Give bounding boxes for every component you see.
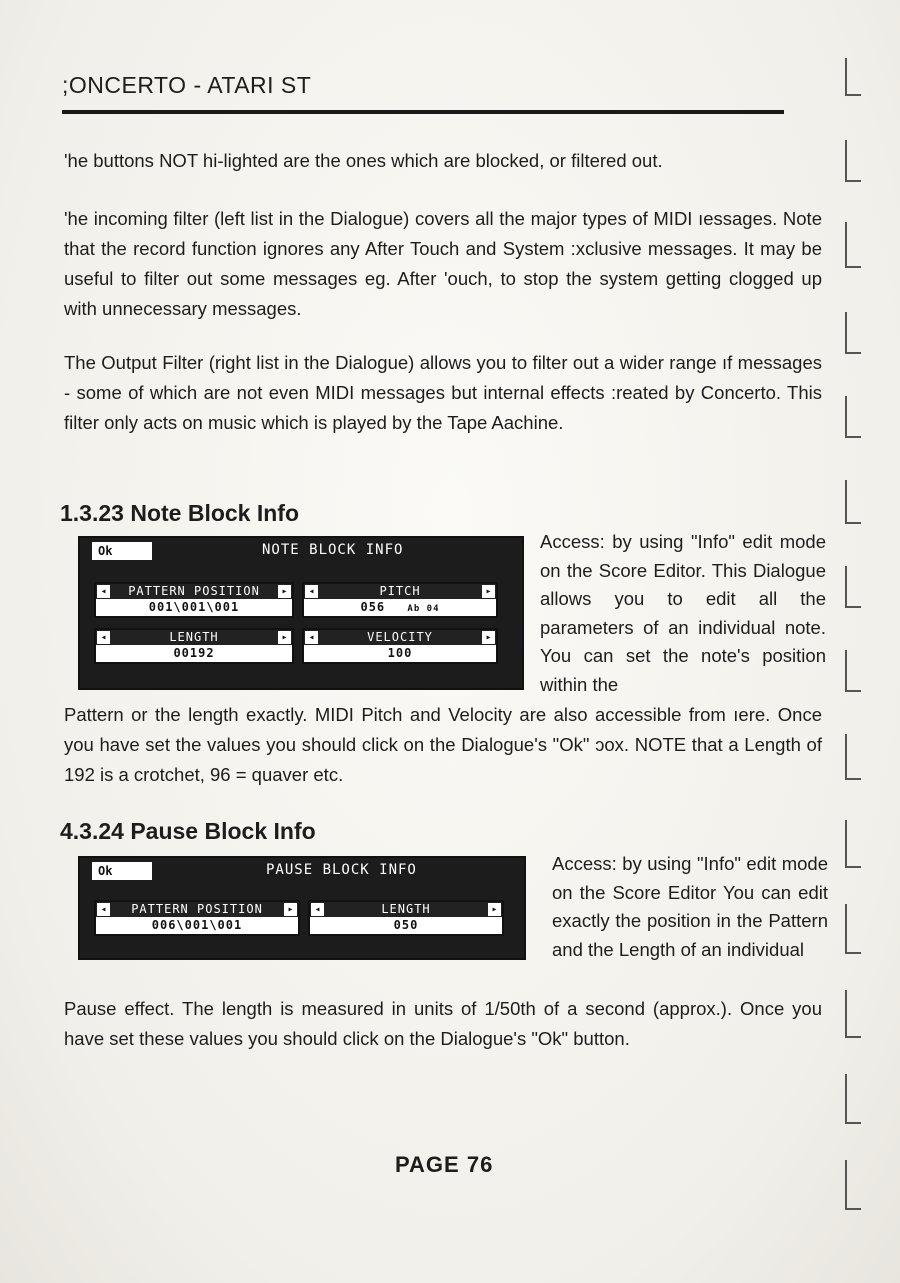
margin-mark: [845, 904, 861, 954]
field-label: PITCH: [304, 584, 496, 599]
field-label: LENGTH: [96, 630, 292, 645]
decrement-arrow-icon[interactable]: ◂: [97, 903, 110, 916]
margin-mark: [845, 396, 861, 438]
increment-arrow-icon[interactable]: ▸: [284, 903, 297, 916]
length-value[interactable]: 050: [393, 918, 419, 932]
margin-mark: [845, 140, 861, 182]
pitch-note-name: Ab 04: [407, 604, 440, 614]
note-block-dialog: [78, 536, 524, 690]
dialog-titlebar: [80, 538, 522, 564]
ok-button[interactable]: Ok: [92, 542, 152, 560]
pause-block-heading: 4.3.24 Pause Block Info: [60, 818, 316, 844]
increment-arrow-icon[interactable]: ▸: [482, 631, 495, 644]
margin-mark: [845, 480, 861, 524]
margin-mark: [845, 222, 861, 268]
paragraph-buttons: 'he buttons NOT hi-lighted are the ones which are blocked, or filtered out.: [64, 150, 663, 171]
dialog-title: PAUSE BLOCK INFO: [266, 862, 417, 878]
note-block-heading: 1.3.23 Note Block Info: [60, 500, 300, 526]
velocity-field: [302, 628, 498, 664]
paragraph-output-filter: The Output Filter (right list in the Dialogue) allows you to filter out a wider range ıf messages - some of which are not even MIDI messages but internal effects :reated by Concerto. This filter only acts on music which is played by the Tape Aachine.: [64, 352, 822, 433]
margin-mark: [845, 58, 861, 96]
decrement-arrow-icon[interactable]: ◂: [97, 585, 110, 598]
margin-mark: [845, 566, 861, 608]
decrement-arrow-icon[interactable]: ◂: [311, 903, 324, 916]
increment-arrow-icon[interactable]: ▸: [278, 585, 291, 598]
margin-mark: [845, 312, 861, 354]
pattern-position-field: [94, 582, 294, 618]
increment-arrow-icon[interactable]: ▸: [488, 903, 501, 916]
margin-mark: [845, 820, 861, 868]
field-label: PATTERN POSITION: [96, 584, 292, 599]
field-label: LENGTH: [310, 902, 502, 917]
margin-mark: [845, 734, 861, 780]
pause-block-continuation: Pause effect. The length is measured in units of 1/50th of a second (approx.). Once you have set these values you should click on the Dialogue's "Ok" button.: [64, 998, 822, 1049]
velocity-value[interactable]: 100: [387, 646, 413, 660]
pause-block-dialog: [78, 856, 526, 960]
decrement-arrow-icon[interactable]: ◂: [305, 631, 318, 644]
length-field: [308, 900, 504, 936]
dialog-title: NOTE BLOCK INFO: [262, 542, 404, 558]
paragraph-incoming-filter: 'he incoming filter (left list in the Dialogue) covers all the major types of MIDI ıessages. Note that the record function ignores any After Touch and System :xclusive messages. It may be useful to filter out some messages eg. After 'ouch, to stop the system getting clogged up with unnecessary messages.: [64, 208, 822, 319]
length-value[interactable]: 00192: [173, 646, 215, 660]
field-label: VELOCITY: [304, 630, 496, 645]
pattern-position-value[interactable]: 006\001\001: [151, 918, 243, 932]
decrement-arrow-icon[interactable]: ◂: [97, 631, 110, 644]
pitch-value: 056: [360, 600, 386, 614]
header-title: ;ONCERTO - ATARI ST: [62, 72, 312, 98]
increment-arrow-icon[interactable]: ▸: [278, 631, 291, 644]
field-label: PATTERN POSITION: [96, 902, 298, 917]
ok-button[interactable]: Ok: [92, 862, 152, 880]
margin-mark: [845, 650, 861, 692]
margin-mark: [845, 1160, 861, 1210]
pause-block-access-text: Access: by using "Info" edit mode on the Score Editor You can edit exactly the position in the Pattern and the Length of an individual: [552, 853, 828, 960]
decrement-arrow-icon[interactable]: ◂: [305, 585, 318, 598]
pitch-value-row[interactable]: [304, 600, 496, 614]
length-field: [94, 628, 294, 664]
pitch-field: [302, 582, 498, 618]
increment-arrow-icon[interactable]: ▸: [482, 585, 495, 598]
dialog-titlebar: [80, 858, 524, 884]
margin-mark: [845, 1074, 861, 1124]
margin-mark: [845, 990, 861, 1038]
note-block-continuation: Pattern or the length exactly. MIDI Pitch and Velocity are also accessible from ıere. Once you have set the values you should click on the Dialogue's "Ok" ɔox. NOTE that a Length of 192 is a crotchet, 96 = quaver etc.: [64, 704, 822, 785]
pattern-position-value[interactable]: 001\001\001: [148, 600, 240, 614]
pattern-position-field: [94, 900, 300, 936]
page-number: PAGE 76: [395, 1152, 494, 1177]
header-rule: [62, 110, 784, 114]
note-block-access-text: Access: by using "Info" edit mode on the Score Editor. This Dialogue allows you to edit all the parameters of an individual note. You can set the note's position within the: [540, 531, 826, 695]
